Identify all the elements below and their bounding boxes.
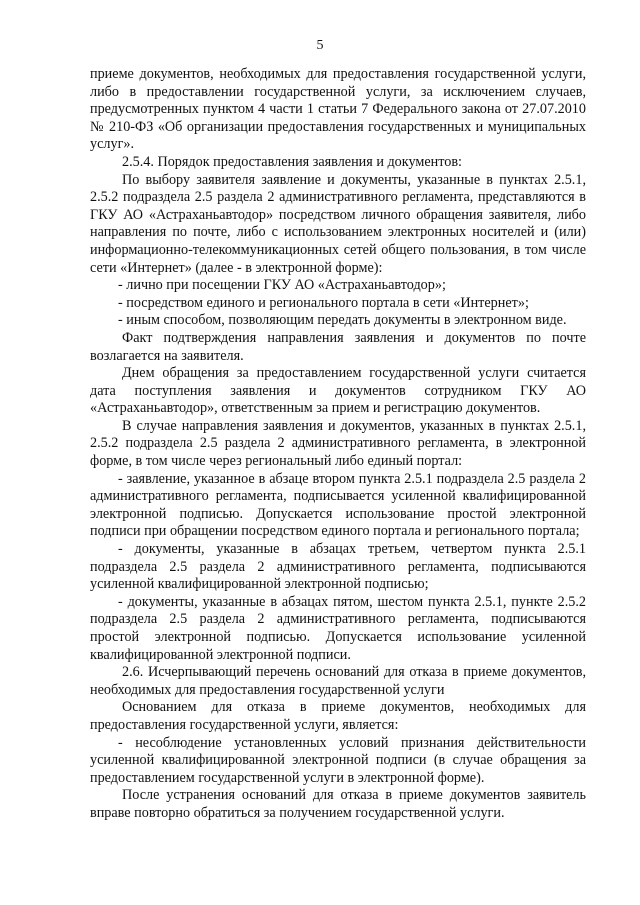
paragraph: Факт подтверждения направления заявления и документов по почте возлагается на заявителя. xyxy=(90,329,586,364)
paragraph: Основанием для отказа в приеме документов, необходимых для предоставления государственной услуги, является: xyxy=(90,699,586,733)
list-item: - заявление, указанное в абзаце втором пункта 2.5.1 подраздела 2.5 раздела 2 административного регламента, подписывается усиленной квалифицированной электронной подписью. Допускается использование простой электронной подписи при обращении посредством единого портала и регионального портала; xyxy=(90,470,586,540)
list-item: - несоблюдение установленных условий признания действительности усиленной квалифицированной электронной подписи (в случае обращения за предоставлением государственной услуги в электронной форме). xyxy=(90,734,586,786)
list-item: - посредством единого и регионального портала в сети «Интернет»; xyxy=(118,294,529,311)
section-heading-2-5-4: 2.5.4. Порядок предоставления заявления и документов: xyxy=(122,153,462,170)
list-item: - документы, указанные в абзацах пятом, шестом пункта 2.5.1, пункте 2.5.2 подраздела 2.5 раздела 2 административного регламента, подписываются простой электронной подписью. Допускается использование усиленной квалифицированной электронной подписи. xyxy=(90,593,586,663)
paragraph: После устранения оснований для отказа в приеме документов заявитель вправе повторно обратиться за получением государственной услуги. xyxy=(90,787,586,821)
list-item: - лично при посещении ГКУ АО «Астраханьавтодор»; xyxy=(118,277,446,294)
list-item: - документы, указанные в абзацах третьем, четвертом пункта 2.5.1 подраздела 2.5 раздела 2 административного регламента, подписываются усиленной квалифицированной электронной подписью; xyxy=(90,541,586,593)
list-item: - иным способом, позволяющим передать документы в электронном виде. xyxy=(118,312,567,329)
paragraph: Днем обращения за предоставлением государственной услуги считается дата поступления заявления и документов сотрудником ГКУ АО «Астраханьавтодор», ответственным за прием и регистрацию документов. xyxy=(90,365,586,417)
section-heading-2-6: 2.6. Исчерпывающий перечень оснований для отказа в приеме документов, необходимых для предоставления государственной услуги xyxy=(90,664,586,698)
document-body xyxy=(90,66,586,823)
paragraph: По выбору заявителя заявление и документы, указанные в пунктах 2.5.1, 2.5.2 подраздела 2.5 раздела 2 административного регламента, представляются в ГКУ АО «Астраханьавтодор» посредством личного обращения заявителя, либо направления по почте, либо с использованием электронных носителей и (или) информационно-телекоммуникационных сетей общего пользования, в том числе сети «Интернет» (далее - в электронной форме): xyxy=(90,171,586,276)
page-number: 5 xyxy=(316,38,324,53)
paragraph: приеме документов, необходимых для предоставления государственной услуги, либо в предоставлении государственной услуги, за исключением случаев, предусмотренных пунктом 4 части 1 статьи 7 Федерального закона от 27.07.2010 № 210-ФЗ «Об организации предоставления государственных и муниципальных услуг». xyxy=(90,66,586,153)
paragraph: В случае направления заявления и документов, указанных в пунктах 2.5.1, 2.5.2 подраздела 2.5 раздела 2 административного регламента, в электронной форме, в том числе через региональный либо единый портал: xyxy=(90,417,586,470)
